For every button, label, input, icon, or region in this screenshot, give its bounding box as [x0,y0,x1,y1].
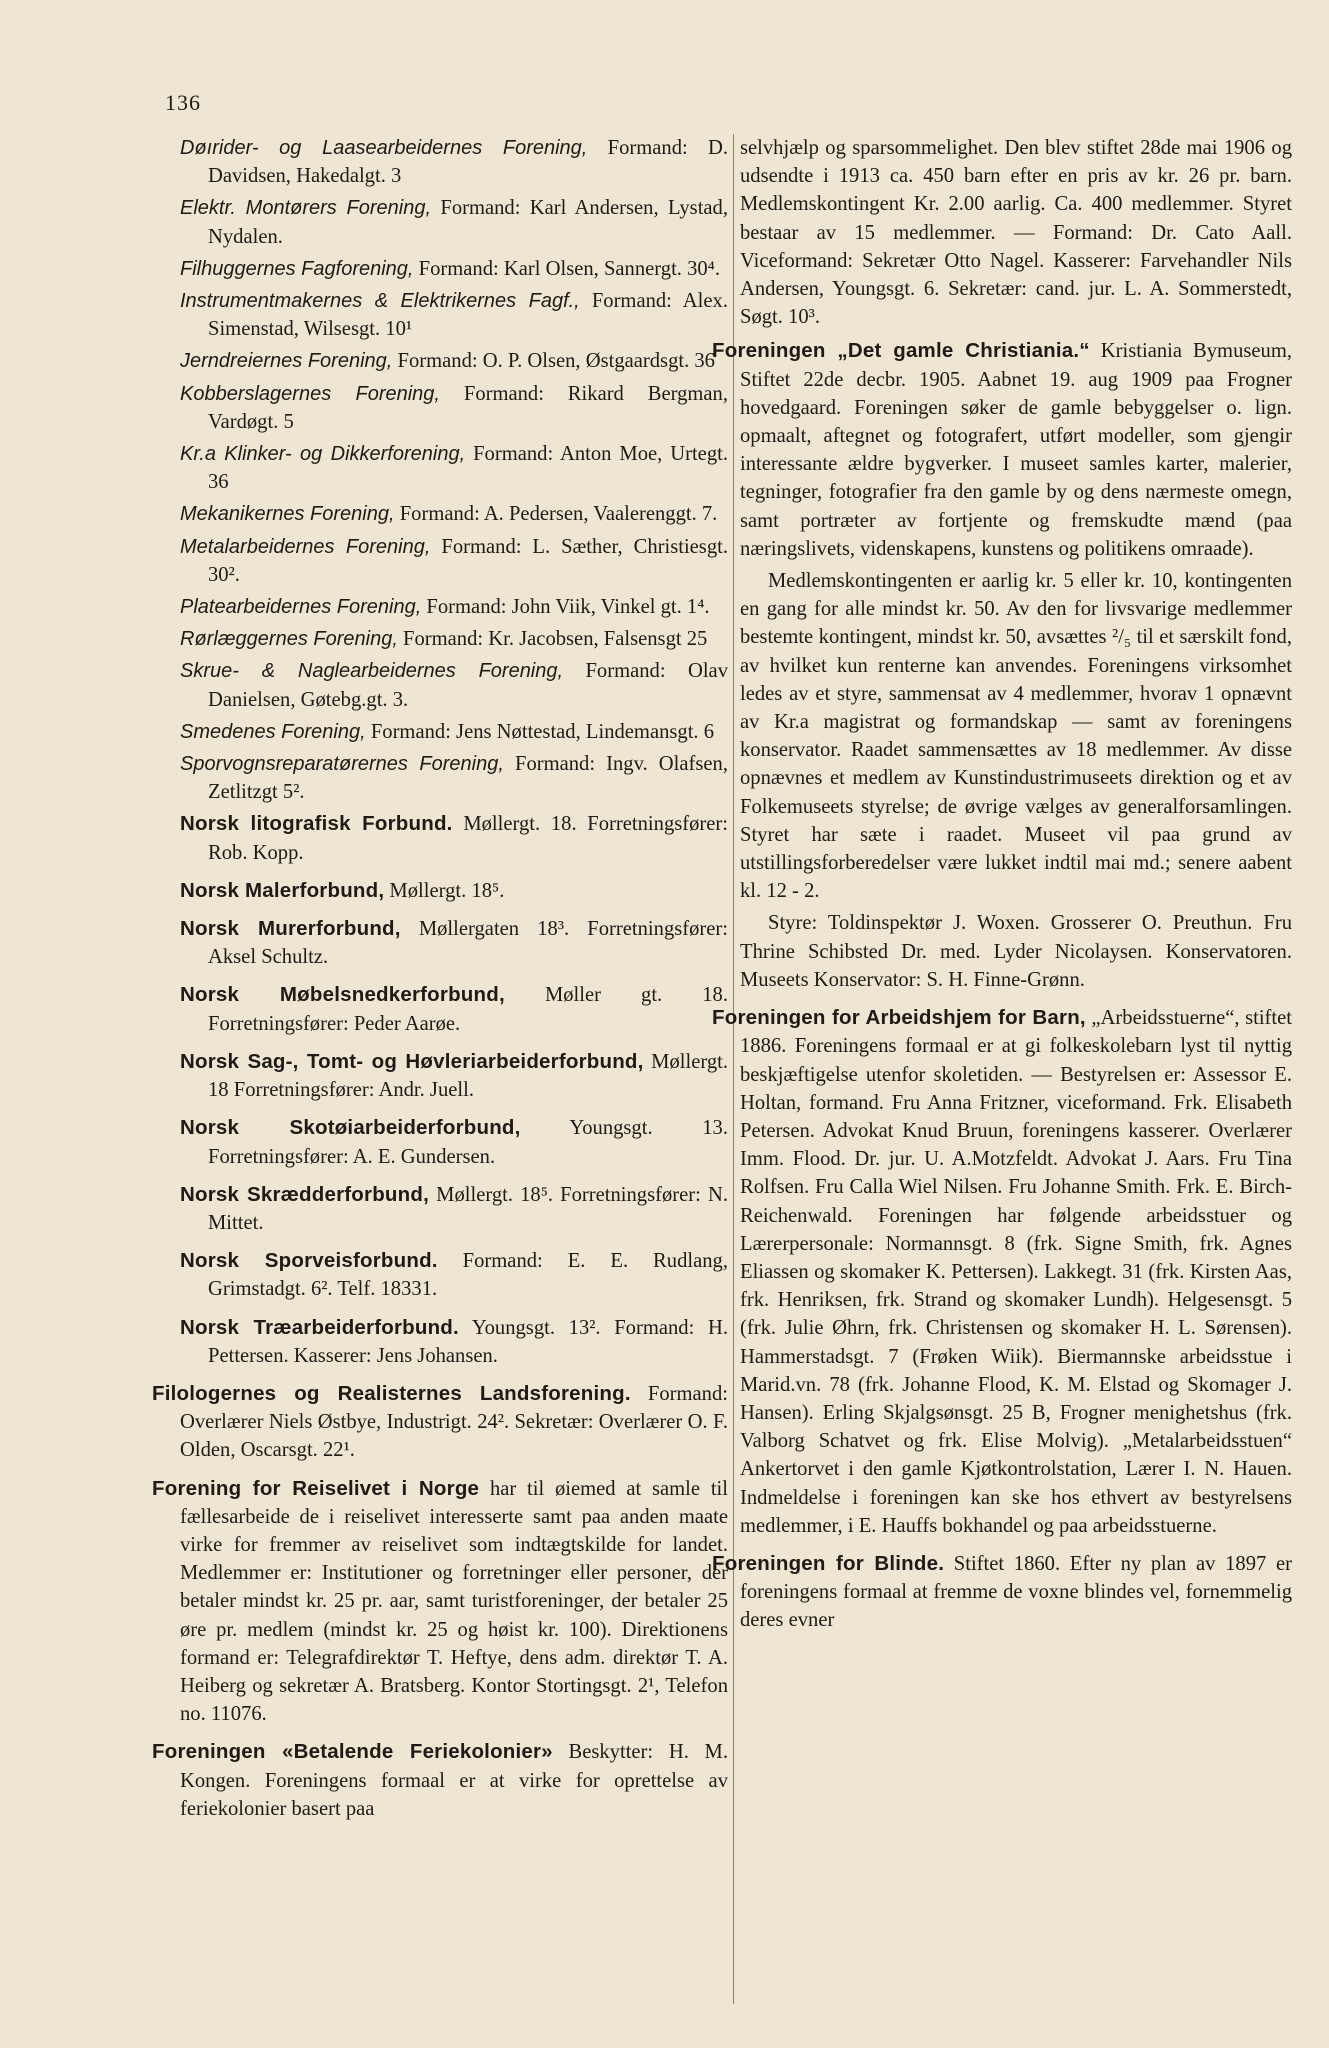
entry-text: Kristiania Bymuseum, Stiftet 22de decbr. 1905. Aabnet 19. aug 1909 paa Frogner hovedgaard. Foreningen søker de gamle bebyggelser o. lign. opmaalt, aftegnet og fotografert, utført modeller, som gjengir interessante ældre bygverker. I museet samles karter, malerier, tegninger, fotografier fra den gamle by og dens nærmeste omegn, samt portræter av fortjente og fremskudte mænd (paa næringslivets, videnskapens, kunstens og politikens omraade). [740,340,1292,560]
entry-title: Norsk Møbelsnedkerforbund, [180,983,505,1007]
entry-text: Formand: Ingv. Olafsen, Zetlitzgt 5². [208,753,728,804]
entry-title: Platearbeidernes Forening, [180,596,422,619]
list-item [180,440,728,496]
entry-title: Kr.a Klinker- og Dikkerforening, [180,443,466,466]
entry-text: Formand: L. Sæther, Christiesgt. 30². [208,535,728,586]
entry-text: Møllergt. 18 Forretningsfører: Andr. Juell. [208,1050,728,1102]
entry-title: Norsk Murerforbund, [180,917,401,941]
entry-text: Møller gt. 18. Forretningsfører: Peder Aarøe. [208,984,728,1035]
entry-text: Møllergt. 18. Forretningsfører: Rob. Kopp. [208,813,728,864]
entry-text: Formand: Jens Nøttestad, Lindemansgt. 6 [370,720,715,743]
entry-text: har til øiemed at samle til fællesarbeide de i reiselivet interesserte samt paa anden maate virke for fremmer av reiselivet som indtægtskilde for landet. Medlemmer er: Institutioner og forretninger eller personer, der betaler mindst kr. 25 pr. aar, samt turistforeninger, der betaler 25 øre pr. medlem (mindst kr. 25 og høist kr. 100). Direktionens formand er: Telegrafdirektør T. Heftye, dens adm. direktør T. A. Heiberg og sekretær A. Bratsberg. Kontor Stortingsgt. 2¹, Telefon no. 11076. [180,1477,728,1726]
entry-title: Foreningen «Betalende Feriekolonier» [152,1740,553,1764]
list-item [180,750,728,806]
entry-text: Formand: O. P. Olsen, Østgaardsgt. 36 [397,350,715,373]
list-item [180,657,728,713]
entry-text: Formand: John Viik, Vinkel gt. 1⁴. [426,596,710,619]
entry-text: „Arbeidsstuerne“, stiftet 1886. Foreningens formaal er at gi folkeskolebarn lyst til nyttig beskjæftigelse utenfor skoletiden. — Bestyrelsen er: Assessor E. Holtan, formand. Fru Anna Fritzner, viceformand. Frk. Elisabeth Petersen. Advokat Knud Bruun, foreningens kasserer. Overlærer Imm. Flood. Dr. jur. U. A.Motzfeldt. Advokat J. Aars. Fru Tina Rolfsen. Fru Calla Wiel Nilsen. Fru Johanne Smith. Frk. E. Birch-Reichenwald. Foreningen har følgende arbeidsstuer og Lærerpersonale: Normannsgt. 8 (frk. Signe Smith, frk. Agnes Eliassen og skomaker K. Pettersen). Lakkegt. 31 (frk. Kirsten Aas, frk. Henriksen, frk. Strand og skomaker Lundh). Helgesensgt. 5 (frk. Julie Øhrn, frk. Christensen og skomaker H. L. Sørensen). Hammerstadsgt. 7 (Frøken Wiik). Biermannske arbeidsstue i Marid.vn. 78 (frk. Johanne Flood, K. M. Elstad og Skomager J. Hansen). Erling Skjalgsønsgt. 25 B, Frogner menighetshus (frk. Valborg Schatvet og frk. Elise Molvig). „Metalarbeidsstuen“ Ankertorvet i den gamle Kjøtkontrolstation, Lærer I. N. Hauen. Indmeldelse i foreningen kan ske hos ethvert av bestyrelsens medlemmer, i E. Hauffs bokhandel og paa arbeidsstuerne. [740,1007,1292,1537]
list-item [180,500,728,528]
list-item [180,533,728,589]
entry-title: Norsk Sporveisforbund. [180,1249,438,1273]
entry-text: Formand: A. Pedersen, Vaalerenggt. 7. [399,503,718,526]
entry-title: Norsk litografisk Forbund. [180,812,453,836]
entry-title: Smedenes Forening, [180,720,366,743]
list-item [180,1114,728,1170]
list-item [180,1181,728,1237]
list-item [180,625,728,653]
entry-text: Formand: E. E. Rudlang, Grimstadgt. 6². Telf. 18331. [208,1250,728,1301]
entry-title: Norsk Sag-, Tomt- og Høvleriarbeiderforbund, [180,1049,644,1073]
list-item [180,1048,728,1104]
continued-text: selvhjælp og sparsommelighet. Den blev stiftet 28de mai 1906 og udsendte i 1913 ca. 450 barn efter en pris av kr. 26 pr. barn. Medlemskontingent Kr. 2.00 aarlig. Ca. 400 medlemmer. Styret bestaar av 15 medlemmer. — Formand: Dr. Cato Aall. Viceformand: Sekretær Otto Nagel. Kasserer: Farvehandler Nils Andersen, Youngsgt. 6. Sekretær: cand. jur. L. A. Sommerstedt, Søgt. 10³. [740,137,1292,329]
entry-text: Møllergaten 18³. Forretningsfører: Aksel Schultz. [208,918,728,969]
entry-text: Formand: Rikard Bergman, Vardøgt. 5 [208,382,728,433]
entry-text: Formand: Overlærer Niels Østbye, Industrigt. 24². Sekretær: Overlærer O. F. Olden, Oscarsgt. 22¹. [180,1382,728,1462]
list-item [180,810,728,866]
entry-title: Jerndreiernes Forening, [180,350,393,373]
list-item [712,337,1292,563]
list-item [152,1475,728,1729]
list-item [180,194,728,250]
list-item [180,380,728,436]
entry-text: Formand: Anton Moe, Urtegt. 36 [208,443,728,494]
entry-title: Mekanikernes Forening, [180,503,395,526]
entry-title: Filologernes og Realisternes Landsforening. [152,1381,631,1405]
entry-text: Beskytter: H. M. Kongen. Foreningens formaal er at virke for oprettelse av feriekolonier basert paa [180,1741,728,1820]
list-item [152,1380,728,1465]
entry-text: Formand: D. Davidsen, Hakedalgt. 3 [208,137,728,188]
list-item [180,347,728,375]
entry-text: Youngsgt. 13. Forretningsfører: A. E. Gundersen. [208,1117,728,1168]
paragraph: Styre: Toldinspektør J. Woxen. Grosserer O. Preuthun. Fru Thrine Schibsted Dr. med. Lyder Nicolaysen. Konservatoren. Museets Konservator: S. H. Finne-Grønn. [740,912,1292,991]
entry-title: Norsk Træarbeiderforbund. [180,1315,459,1339]
entry-title: Filhuggernes Fagforening, [180,257,414,280]
entry-title: Elektr. Montørers Forening, [180,197,432,220]
list-item [180,877,728,905]
entry-text: Stiftet 1860. Efter ny plan av 1897 er foreningens formaal at fremme de voxne blindes vel, fornemmelig deres evner [740,1552,1292,1632]
entry-title: Metalarbeidernes Forening, [180,535,431,558]
entry-title: Norsk Malerforbund, [180,878,385,902]
entry-title: Foreningen „Det gamle Christiania.“ [712,339,1090,363]
entry-text: Formand: Karl Andersen, Lystad, Nydalen. [208,197,728,248]
list-item [712,1004,1292,1540]
entry-title: Rørlæggernes Forening, [180,628,398,651]
entry-text: Møllergt. 18⁵. Forretningsfører: N. Mittet. [208,1183,728,1234]
entry-title: Døırider- og Laasearbeidernes Forening, [180,137,588,159]
paragraph: Medlemskontingenten er aarlig kr. 5 eller kr. 10, kontingenten en gang for alle mindst kr. 50. Av den for livsvarige medlemmer bestemte kontingent, mindst kr. 50, avsættes ²/₅ til et særskilt fond, av hvilket kun renterne kan anvendes. Foreningens virksomhet ledes av et styre, sammensat av 4 medlemmer, hvorav 1 opnævnt av Kr.a magistrat og formandskap — samt av foreningens konservator. Raadet sammensættes av 18 medlemmer. Av disse opnævnes et medlem av Kunstindustrimuseets direktion og et av Folkemuseets styrelse; de øvrige vælges av generalforsamlingen. Styret har sæte i raadet. Museet vil paa grund av utstillingsforberedelser være lukket indtil mai md.; senere aabent kl. 12 - 2. [740,570,1292,903]
list-item [180,134,728,190]
list-item [180,1247,728,1303]
list-item [180,981,728,1037]
left-column [152,134,728,1827]
list-item [180,1314,728,1370]
list-item [152,1738,728,1823]
entry-text: Formand: Alex. Simenstad, Wilsesgt. 10¹ [208,290,728,341]
entry-text: Formand: Kr. Jacobsen, Falsensgt 25 [403,628,708,651]
entry-title: Foreningen for Blinde. [712,1551,945,1575]
list-item [180,593,728,621]
entry-text: Formand: Karl Olsen, Sannergt. 30⁴. [418,257,721,280]
entry-title: Norsk Skrædderforbund, [180,1182,429,1206]
entry-title: Foreningen for Arbeidshjem for Barn, [712,1006,1086,1030]
list-item [180,718,728,746]
list-item [180,287,728,343]
entry-title: Skrue- & Naglearbeidernes Forening, [180,660,564,683]
list-item [180,915,728,971]
entry-title: Kobberslagernes Forening, [180,382,440,405]
entry-text: Møllergt. 18⁵. [389,879,505,902]
list-item [712,1550,1292,1635]
entry-title: Norsk Skotøiarbeiderforbund, [180,1116,521,1140]
entry-text: Youngsgt. 13². Formand: H. Pettersen. Kasserer: Jens Johansen. [208,1316,728,1367]
entry-title: Sporvognsreparatørernes Forening, [180,753,504,776]
list-item [180,255,728,283]
entry-title: Forening for Reiselivet i Norge [152,1476,480,1500]
page-number: 136 [165,90,201,115]
entry-text: Formand: Olav Danielsen, Gøtebg.gt. 3. [208,660,728,711]
right-column [712,134,1292,1639]
entry-title: Instrumentmakernes & Elektrikernes Fagf., [180,290,580,313]
